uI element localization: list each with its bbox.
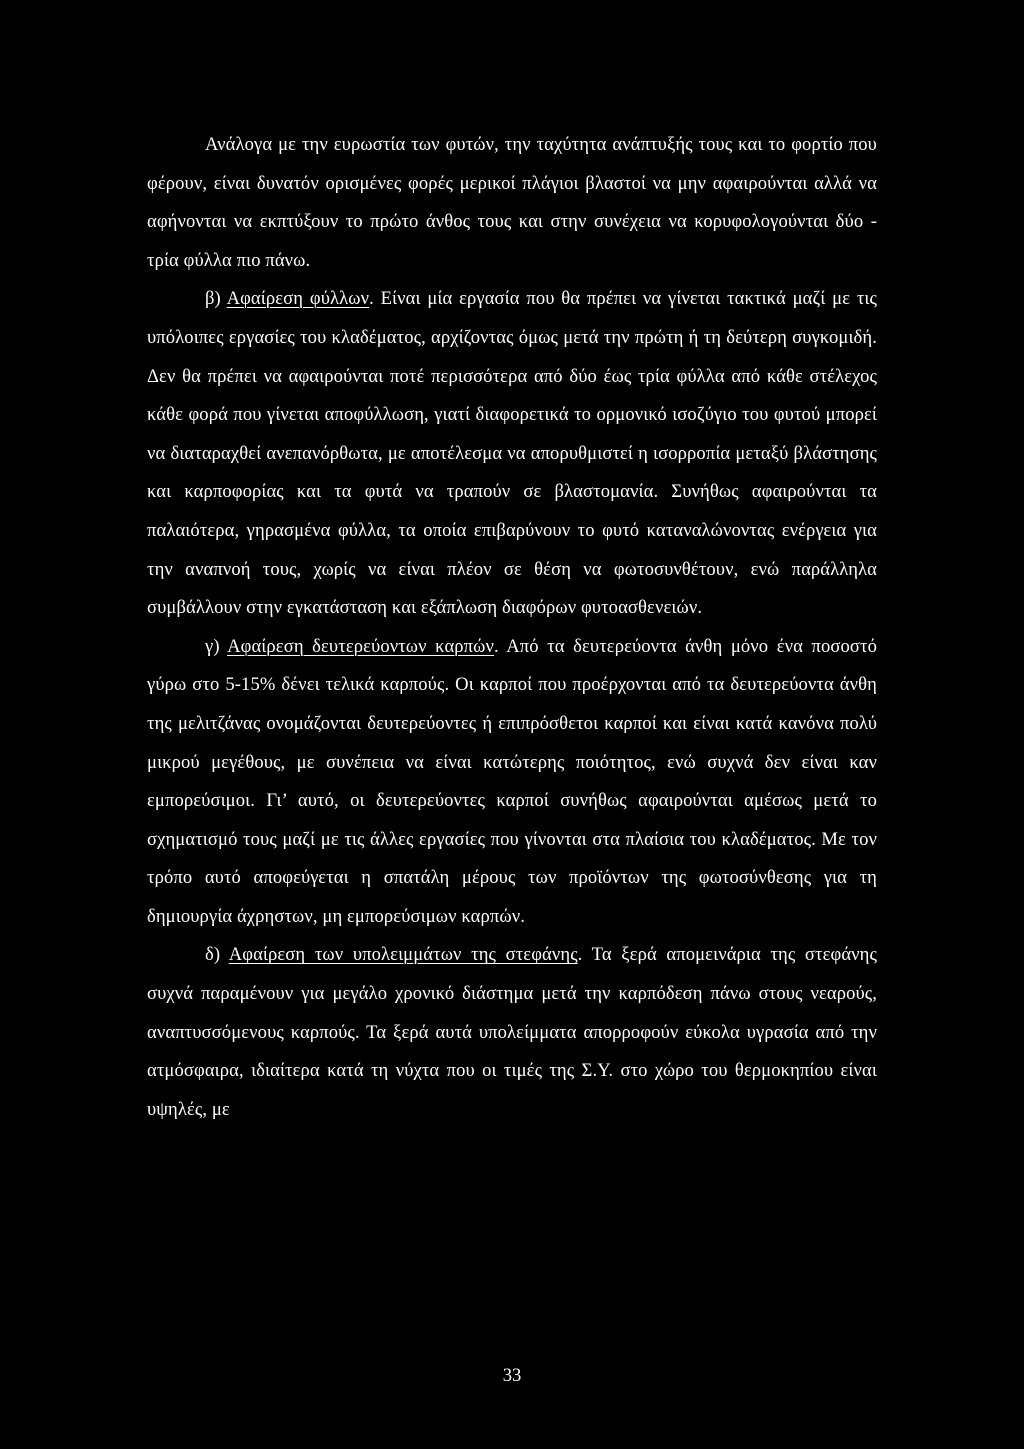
- page-number: 33: [502, 1365, 522, 1386]
- section-b-heading: Αφαίρεση φύλλων: [226, 288, 370, 310]
- section-c-paragraph: [147, 628, 877, 937]
- section-b-text: . Είναι μία εργασία που θα πρέπει να γίνεται τακτικά μαζί με τις υπόλοιπες εργασίες του κλαδέματος, αρχίζοντας όμως μετά την πρώτη ή τη δεύτερη συγκομιδή. Δεν θα πρέπει να αφαιρούνται ποτέ περισσότερα από δύο έως τρία φύλλα από κάθε στέλεχος κάθε φορά που γίνεται αποφύλλωση, γιατί διαφορετικά το ορμονικό ισοζύγιο του φυτού μπορεί να διαταραχθεί ανεπανόρθωτα, με αποτέλεσμα να απορυθμιστεί η ισορροπία μεταξύ βλάστησης και καρποφορίας και τα φυτά να τραπούν σε βλαστομανία. Συνήθως αφαιρούνται τα παλαιότερα, γηρασμένα φύλλα, τα οποία επιβαρύνουν το φυτό καταναλώνοντας ενέργεια για την αναπνοή τους, χωρίς να είναι πλέον σε θέση να φωτοσυνθέτουν, ενώ παράλληλα συμβάλλουν στην εγκατάσταση και εξάπλωση διαφόρων φυτοασθενειών.: [147, 288, 877, 619]
- section-d-text: . Τα ξερά απομεινάρια της στεφάνης συχνά παραμένουν για μεγάλο χρονικό διάστημα μετά την καρπόδεση πάνω στους νεαρούς, αναπτυσσόμενους καρπούς. Τα ξερά αυτά υπολείμματα απορροφούν εύκολα υγρασία από την ατμόσφαιρα, ιδιαίτερα κατά τη νύχτα που οι τιμές της Σ.Υ. στο χώρο του θερμοκηπίου είναι υψηλές, με: [147, 944, 877, 1120]
- section-c-heading: Αφαίρεση δευτερεύοντων καρπών: [227, 635, 495, 657]
- section-b-paragraph: [147, 280, 877, 627]
- section-d-marker: δ): [205, 944, 229, 966]
- section-d-heading: Αφαίρεση των υπολειμμάτων της στεφάνης: [228, 944, 578, 966]
- section-b-marker: β): [205, 288, 227, 310]
- section-c-marker: γ): [205, 635, 228, 657]
- paragraph-intro: Ανάλογα με την ευρωστία των φυτών, την ταχύτητα ανάπτυξής τους και το φορτίο που φέρουν, είναι δυνατόν ορισμένες φορές μερικοί πλάγιοι βλαστοί να μην αφαιρούνται αλλά να αφήνονται να εκπτύξουν το πρώτο άνθος τους και στην συνέχεια να κορυφολογούνται δύο - τρία φύλλα πιο πάνω.: [147, 134, 877, 271]
- section-d-paragraph: [147, 936, 877, 1129]
- section-c-text: . Από τα δευτερεύοντα άνθη μόνο ένα ποσοστό γύρω στο 5-15% δένει τελικά καρπούς. Οι καρποί που προέρχονται από τα δευτερεύοντα άνθη της μελιτζάνας ονομάζονται δευτερεύοντες ή επιπρόσθετοι καρποί και είναι κατά κανόνα πολύ μικρού μεγέθους, με συνέπεια να είναι κατώτερης ποιότητος, ενώ συχνά δεν είναι καν εμπορεύσιμοι. Γι’ αυτό, οι δευτερεύοντες καρποί συνήθως αφαιρούνται αμέσως μετά το σχηματισμό τους μαζί με τις άλλες εργασίες που γίνονται στα πλαίσια του κλαδέματος. Με τον τρόπο αυτό αποφεύγεται η σπατάλη μέρους των προϊόντων της φωτοσύνθεσης για τη δημιουργία άχρηστων, μη εμπορεύσιμων καρπών.: [147, 635, 877, 927]
- body-text: [147, 126, 877, 1129]
